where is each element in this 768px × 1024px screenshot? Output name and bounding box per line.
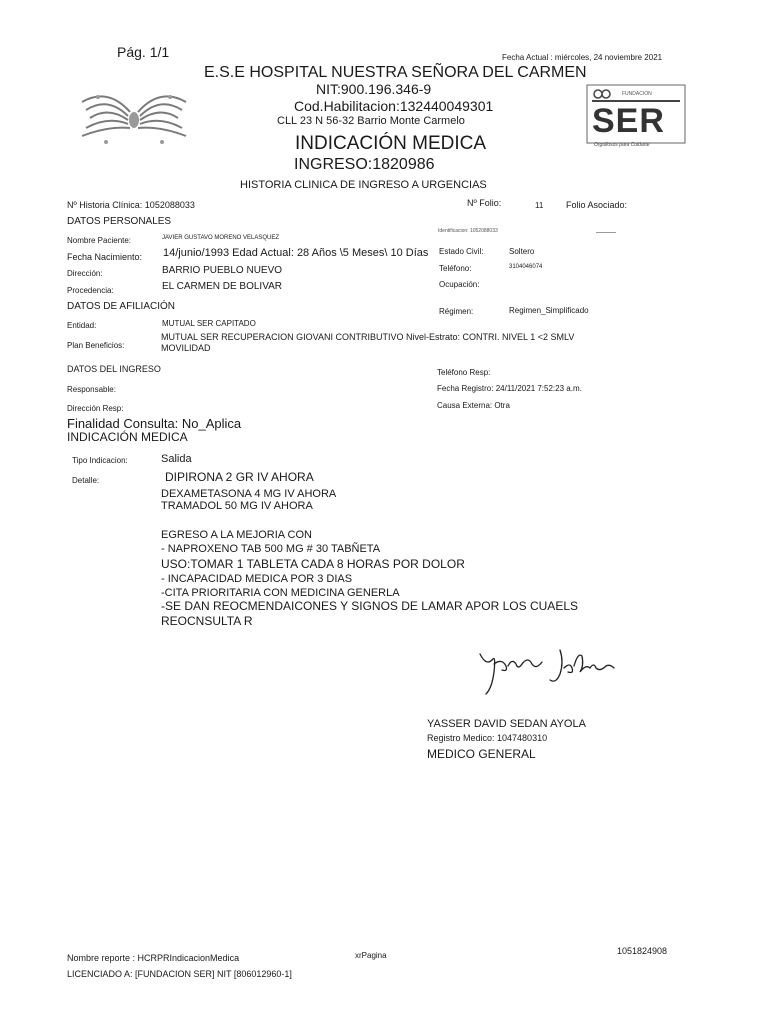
fundacion-ser-logo	[586, 84, 686, 150]
hospital-address: CLL 23 N 56-32 Barrio Monte Carmelo	[277, 115, 465, 127]
doctor-name: YASSER DAVID SEDAN AYOLA	[427, 718, 586, 730]
license-info: LICENCIADO A: [FUNDACION SER] NIT [806012960-1]	[67, 969, 292, 979]
document-subtitle: HISTORIA CLINICA DE INGRESO A URGENCIAS	[240, 179, 487, 191]
report-name: Nombre reporte : HCRPRIndicacionMedica	[67, 953, 240, 963]
detalle-line: - NAPROXENO TAB 500 MG # 30 TABÑETA	[161, 543, 381, 555]
detalle-line: TRAMADOL 50 MG IV AHORA	[161, 500, 313, 512]
nombre-label: Nombre Paciente:	[67, 236, 132, 245]
tipo-indicacion-value: Salida	[161, 453, 192, 465]
logo-fundacion-text: FUNDACION	[622, 91, 652, 97]
habilitacion-code: Cod.Habilitacion:132440049301	[294, 98, 494, 114]
ocupacion-label: Ocupación:	[439, 280, 480, 289]
telefono-value: 3104046074	[509, 264, 543, 270]
causa-externa: Causa Externa: Otra	[437, 401, 510, 410]
plan-label: Plan Beneficios:	[67, 341, 125, 350]
current-date: Fecha Actual : miércoles, 24 noviembre 2021	[502, 53, 663, 62]
identificacion: Identificacion: 1052088033	[438, 228, 498, 234]
section-datos-personales: DATOS PERSONALES	[67, 216, 172, 227]
divider	[596, 232, 616, 233]
xr-pagina: xrPagina	[355, 951, 387, 960]
estado-civil-label: Estado Civil:	[439, 247, 484, 256]
logo-tagline: Orgullosos para Cuidarte	[594, 142, 650, 148]
section-datos-ingreso: DATOS DEL INGRESO	[67, 364, 161, 374]
telefono-resp: Teléfono Resp:	[437, 368, 491, 377]
detalle-line: - INCAPACIDAD MEDICA POR 3 DIAS	[161, 573, 353, 585]
procedencia-label: Procedencia:	[67, 286, 114, 295]
estado-civil-value: Soltero	[509, 247, 535, 256]
fecha-registro: Fecha Registro: 24/11/2021 7:52:23 a.m.	[437, 384, 582, 393]
detalle-line: EGRESO A LA MEJORIA CON	[161, 529, 312, 541]
detalle-line: DEXAMETASONA 4 MG IV AHORA	[161, 488, 337, 500]
folio-label: Nº Folio:	[467, 198, 502, 208]
procedencia-value: EL CARMEN DE BOLIVAR	[162, 281, 283, 292]
regimen-label: Régimen:	[439, 307, 474, 316]
detalle-line: REOCNSULTA R	[161, 614, 253, 628]
nombre-value: JAVIER GUSTAVO MORENO VELASQUEZ	[162, 235, 280, 241]
page-number: Pág. 1/1	[117, 44, 170, 60]
entidad-label: Entidad:	[67, 321, 97, 330]
document-number: 1051824908	[617, 946, 668, 956]
direccion-value: BARRIO PUEBLO NUEVO	[162, 265, 283, 276]
doctor-signature-icon	[472, 642, 622, 702]
plan-value-line1: MUTUAL SER RECUPERACION GIOVANI CONTRIBUTIVO Nivel-Estrato: CONTRI. NIVEL 1 <2 SMLV	[161, 332, 575, 342]
doctor-registro: Registro Medico: 1047480310	[427, 733, 548, 743]
nacimiento-label: Fecha Nacimiento:	[67, 252, 143, 262]
detalle-line: DIPIRONA 2 GR IV AHORA	[165, 470, 314, 484]
folio-asociado: Folio Asociado:	[566, 200, 628, 210]
ingreso-number: INGRESO:1820986	[294, 156, 435, 173]
section-indicacion-medica: INDICACIÓN MEDICA	[67, 430, 188, 444]
entidad-value: MUTUAL SER CAPITADO	[162, 319, 256, 328]
hospital-nit: NIT:900.196.346-9	[316, 81, 432, 97]
finalidad-consulta: Finalidad Consulta: No_Aplica	[67, 416, 242, 431]
nacimiento-value: 14/junio/1993 Edad Actual: 28 Años \5 Meses\ 10 Días	[163, 247, 429, 259]
detalle-line: -SE DAN REOCMENDAICONES Y SIGNOS DE LAMAR APOR LOS CUAELS	[161, 599, 578, 613]
document-title: INDICACIÓN MEDICA	[295, 133, 487, 154]
folio-value: 11	[535, 201, 544, 210]
telefono-label: Teléfono:	[439, 264, 472, 273]
doctor-role: MEDICO GENERAL	[427, 747, 536, 761]
detalle-line: -CITA PRIORITARIA CON MEDICINA GENERLA	[161, 587, 400, 599]
plan-value-line2: MOVILIDAD	[161, 343, 211, 353]
hospital-logo-icon	[78, 82, 190, 152]
responsable: Responsable:	[67, 385, 116, 394]
logo-ser-text: SER	[592, 102, 665, 140]
detalle-label: Detalle:	[72, 476, 100, 485]
regimen-value: Regimen_Simplificado	[509, 306, 589, 315]
tipo-indicacion-label: Tipo Indicacion:	[72, 456, 128, 465]
direccion-resp: Dirección Resp:	[67, 404, 124, 413]
hospital-name: E.S.E HOSPITAL NUESTRA SEÑORA DEL CARMEN	[204, 64, 587, 81]
section-afiliacion: DATOS DE AFILIACIÓN	[67, 301, 175, 312]
direccion-label: Dirección:	[67, 269, 103, 278]
historia-clinica: Nº Historia Clínica: 1052088033	[67, 200, 195, 210]
detalle-line: USO:TOMAR 1 TABLETA CADA 8 HORAS POR DOLOR	[161, 557, 465, 571]
